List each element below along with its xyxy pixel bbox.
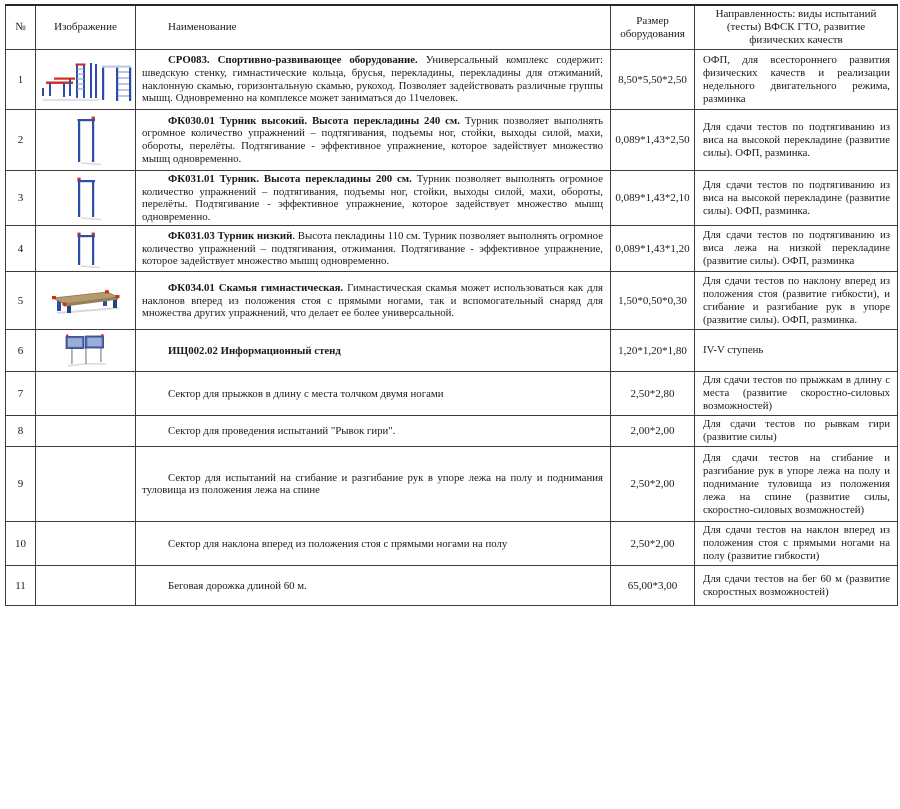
image-cell <box>36 372 136 416</box>
header-num: № <box>6 5 36 50</box>
table-row <box>6 171 898 226</box>
row-number: 3 <box>6 171 36 226</box>
row-number: 1 <box>6 50 36 110</box>
low-pullup-bar-image <box>69 240 103 257</box>
name-cell <box>136 226 611 272</box>
image-cell <box>36 330 136 372</box>
direction-cell: Для сдачи тестов по наклону вперед из положения стоя (развитие гибкости), и сгибание и разгибание рук в упоре (развитие силы). ОФП, разминка. <box>695 272 898 330</box>
size-cell: 1,20*1,20*1,80 <box>611 330 695 372</box>
direction-cell: IV-V ступень <box>695 330 898 372</box>
name-description: Универсальный комплекс содержит: шведскую стенку, гимнастические кольца, брусья, перекладины, перекладины для отжиманий, наклонную скамью, горизонтальную скамью, рукоход. Позволяет задействовать различные группы мышц. Одновременно на комплексе может заниматься до 11человек. <box>142 54 603 105</box>
name-description: Гимнастическая скамья может использоваться как для наклонов вперед из положения стоя с прямыми ногами, так и вспомогательный снаряд для множества других упражнений, что делает ее более универсальной. <box>142 281 603 320</box>
name-cell <box>136 330 611 372</box>
name-cell <box>136 110 611 171</box>
row-number: 2 <box>6 110 36 171</box>
header-size: Размер оборудования <box>611 5 695 50</box>
direction-cell: Для сдачи тестов на сгибание и разгибание рук в упоре лежа на полу и поднимание туловища из положения лежа на спине (развитие силы, скоростно-силовых возможностей) <box>695 447 898 522</box>
table-row <box>6 522 898 566</box>
size-cell: 0,089*1,43*2,10 <box>611 171 695 226</box>
row-number: 4 <box>6 226 36 272</box>
row-number: 11 <box>6 566 36 606</box>
name-description: Сектор для испытаний на сгибание и разгибание рук в упоре лежа на полу и поднимания туловища из положения лежа на спине <box>142 471 603 497</box>
name-cell <box>136 171 611 226</box>
name-code: ФК030.01 Турник высокий. Высота перекладины 240 см. <box>168 114 460 127</box>
size-cell: 8,50*5,50*2,50 <box>611 50 695 110</box>
direction-cell: Для сдачи тестов по подтягиванию из виса на высокой перекладине (развитие силы). ОФП, разминка. <box>695 171 898 226</box>
row-number: 9 <box>6 447 36 522</box>
size-cell: 0,089*1,43*1,20 <box>611 226 695 272</box>
high-pullup-bar-image <box>67 131 105 148</box>
sport-complex-image <box>39 70 133 87</box>
row-number: 10 <box>6 522 36 566</box>
row-number: 8 <box>6 416 36 447</box>
table-row <box>6 272 898 330</box>
image-cell <box>36 110 136 171</box>
header-image: Изображение <box>36 5 136 50</box>
name-code: ИЩ002.02 Информационный стенд <box>168 344 341 357</box>
direction-cell: Для сдачи тестов по прыжкам в длину с места (развитие скоростно-силовых возможностей) <box>695 372 898 416</box>
row-number: 7 <box>6 372 36 416</box>
direction-cell: Для сдачи тестов по подтягиванию из виса лежа на низкой перекладине (развитие силы). ОФП, разминка <box>695 226 898 272</box>
image-cell <box>36 226 136 272</box>
size-cell: 0,089*1,43*2,50 <box>611 110 695 171</box>
image-cell <box>36 272 136 330</box>
header-name: Наименование <box>136 5 611 50</box>
table-header-row <box>6 5 898 50</box>
image-cell <box>36 566 136 606</box>
name-description: Беговая дорожка длиной 60 м. <box>168 579 307 592</box>
name-description: . Высота пекладины 110 см. Турник позволяет выполнять огромное количество упражнений – подтягивания, отжимания. Подтягивание - эффективное упражнение, которое задействует множество мышц одновременно. <box>142 229 603 268</box>
table-row <box>6 372 898 416</box>
size-cell: 2,50*2,80 <box>611 372 695 416</box>
name-cell <box>136 566 611 606</box>
name-description: Сектор для прыжков в длину с места толчком двумя ногами <box>168 387 444 400</box>
table-row <box>6 50 898 110</box>
direction-cell: Для сдачи тестов на наклон вперед из положения стоя с прямыми ногами на полу (развитие гибкости) <box>695 522 898 566</box>
table-row <box>6 330 898 372</box>
size-cell: 2,50*2,00 <box>611 522 695 566</box>
name-code: ФК031.01 Турник. Высота перекладины 200 см. <box>168 173 412 185</box>
name-cell <box>136 416 611 447</box>
name-description: Турник позволяет выполнять огромное количество упражнений – подтягивания, подъемы ног, стойки, выходы силой, махи, обороты, перелёты. Подтягивание - эффективное упражнение, которое задействует множество мышц одновременно. <box>142 114 603 165</box>
name-cell <box>136 447 611 522</box>
direction-cell: Для сдачи тестов по рывкам гири (развитие силы) <box>695 416 898 447</box>
name-cell <box>136 50 611 110</box>
table-row <box>6 416 898 447</box>
direction-cell: ОФП, для всестороннего развития физических качеств и реализации недельного двигательного режима, разминка <box>695 50 898 110</box>
image-cell <box>36 522 136 566</box>
name-description: Турник позволяет выполнять огромное количество упражнений – подтягивания, подъемы ног, стойки, выходы силой, махи, обороты, перелёты. Подтягивание - эффективное упражнение, которое задействует множество мышц одновременно. <box>142 173 603 223</box>
direction-cell: Для сдачи тестов на бег 60 м (развитие скоростных возможностей) <box>695 566 898 606</box>
name-description: Сектор для наклона вперед из положения стоя с прямыми ногами на полу <box>168 537 508 550</box>
size-cell: 1,50*0,50*0,30 <box>611 272 695 330</box>
size-cell: 65,00*3,00 <box>611 566 695 606</box>
row-number: 5 <box>6 272 36 330</box>
table-row <box>6 226 898 272</box>
row-number: 6 <box>6 330 36 372</box>
info-stand-image <box>58 342 114 359</box>
name-code: СРО083. Спортивно-развивающее оборудование. <box>168 54 418 67</box>
name-code: ФК031.03 Турник низкий <box>168 229 293 242</box>
table-row <box>6 447 898 522</box>
size-cell: 2,00*2,00 <box>611 416 695 447</box>
image-cell <box>36 50 136 110</box>
image-cell <box>36 447 136 522</box>
name-description: Сектор для проведения испытаний "Рывок гири". <box>168 425 396 438</box>
table-row <box>6 566 898 606</box>
size-cell: 2,50*2,00 <box>611 447 695 522</box>
name-code: ФК034.01 Скамья гимнастическая. <box>168 281 344 294</box>
header-direction: Направленность: виды испытаний (тесты) ВФСК ГТО, развитие физических качеств <box>695 5 898 50</box>
table-row <box>6 110 898 171</box>
image-cell <box>36 171 136 226</box>
equipment-table <box>5 4 898 606</box>
name-cell <box>136 372 611 416</box>
name-cell <box>136 272 611 330</box>
pullup-bar-image <box>68 189 104 206</box>
gymnastic-bench-image <box>47 292 125 309</box>
name-cell <box>136 522 611 566</box>
direction-cell: Для сдачи тестов по подтягиванию из виса на высокой перекладине (развитие силы). ОФП, разминка. <box>695 110 898 171</box>
image-cell <box>36 416 136 447</box>
